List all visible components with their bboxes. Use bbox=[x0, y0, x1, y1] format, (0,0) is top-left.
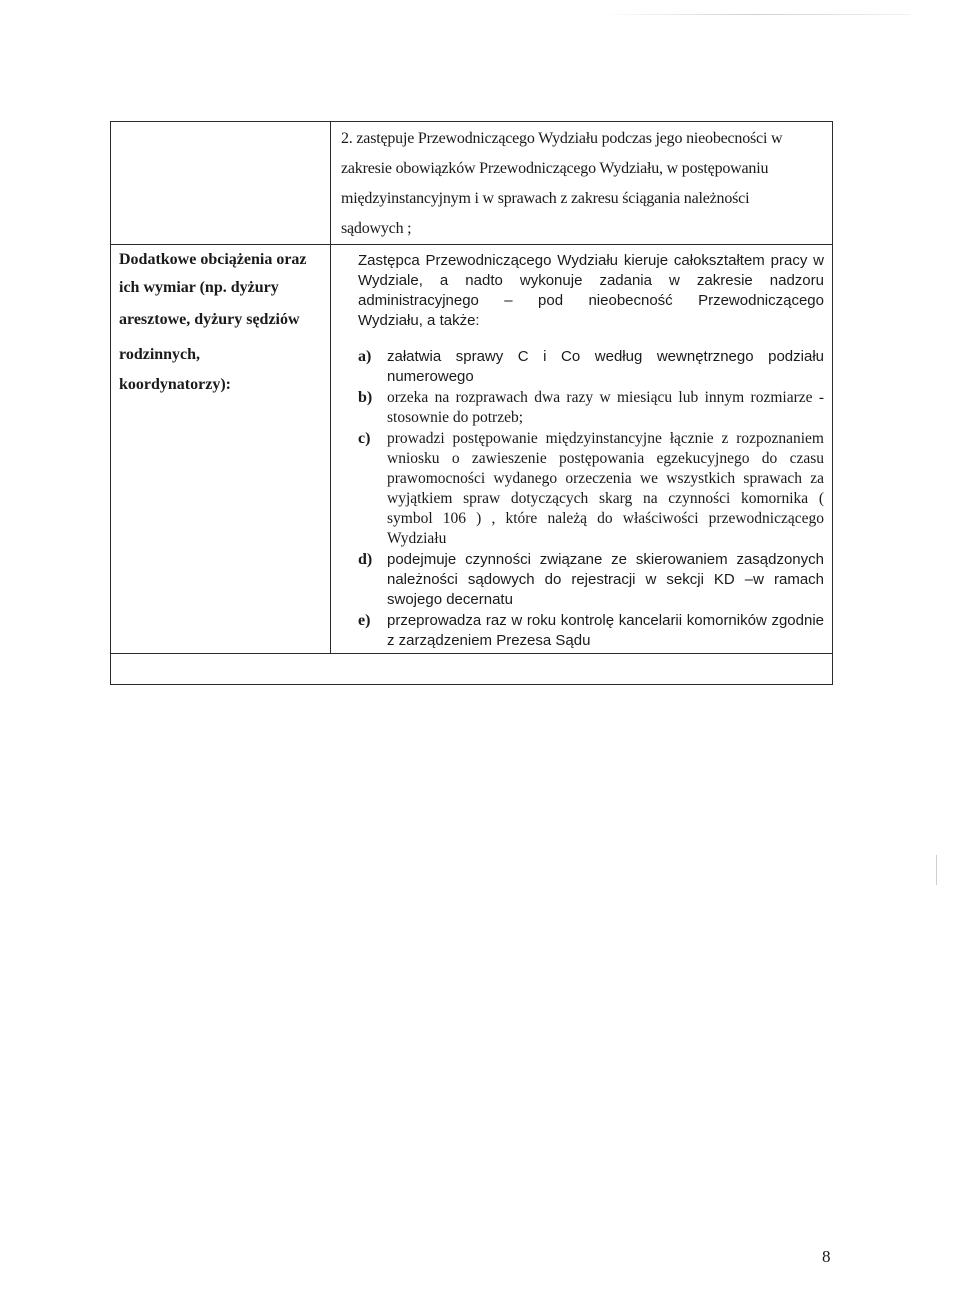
deputy-substitution-cell bbox=[331, 122, 833, 245]
page-number: 8 bbox=[822, 1247, 831, 1266]
additional-duties-content bbox=[331, 245, 833, 654]
list-marker: d) bbox=[358, 551, 373, 568]
label-line: rodzinnych, bbox=[119, 346, 201, 363]
empty-row-cell bbox=[111, 654, 833, 685]
table-row-continuation bbox=[111, 122, 833, 245]
list-item-text: prowadzi postępowanie międzyinstancyjne łącznie z rozpoznaniem wniosku o zawieszenie postępowania egzekucyjnego do czasu prawomocności wydanego orzeczenia we wszystkich sprawach za wyjątkiem spraw dotyczących skarg na czynności komornika ( symbol 106 ) , które należą do właściwości przewodniczącego Wydziału bbox=[387, 430, 824, 547]
list-item bbox=[358, 611, 824, 651]
label-line: ich wymiar (np. dyżury bbox=[119, 279, 279, 296]
list-item-text: podejmuje czynności związane ze skierowaniem zasądzonych należności sądowych do rejestracji w sekcji KD –w ramach swojego decernatu bbox=[387, 551, 824, 608]
table-row-empty bbox=[111, 654, 833, 685]
duties-table bbox=[110, 121, 833, 685]
additional-duties-label bbox=[111, 245, 331, 654]
intro-last-line: Wydziału, a także: bbox=[358, 312, 480, 329]
empty-label-cell bbox=[111, 122, 331, 245]
list-item bbox=[358, 388, 824, 428]
continuation-line: międzyinstancyjnym i w sprawach z zakresu ściągania należności bbox=[341, 190, 750, 207]
table-row-additional-duties bbox=[111, 245, 833, 654]
list-marker: a) bbox=[358, 348, 372, 365]
list-item-text: załatwia sprawy C i Co według wewnętrznego podziału numerowego bbox=[387, 348, 824, 385]
continuation-line: 2. zastępuje Przewodniczącego Wydziału podczas jego nieobecności w bbox=[341, 130, 783, 147]
list-item bbox=[358, 429, 824, 549]
list-item-text: przeprowadza raz w roku kontrolę kancelarii komorników zgodnie z zarządzeniem Prezesa Sądu bbox=[387, 612, 824, 649]
deputy-intro bbox=[358, 251, 824, 331]
duties-list bbox=[358, 347, 824, 651]
list-item bbox=[358, 347, 824, 387]
list-marker: c) bbox=[358, 430, 371, 447]
list-marker: e) bbox=[358, 612, 371, 629]
continuation-line: sądowych ; bbox=[341, 220, 412, 237]
label-line: Dodatkowe obciążenia oraz bbox=[119, 251, 307, 268]
label-line: koordynatorzy): bbox=[119, 376, 231, 393]
intro-main: Zastępca Przewodniczącego Wydziału kieruje całokształtem pracy w Wydziale, a nadto wykonuje zadania w zakresie nadzoru administracyjnego – pod nieobecność Przewodniczącego bbox=[358, 252, 824, 309]
list-item-text: orzeka na rozprawach dwa razy w miesiącu lub innym rozmiarze - stosownie do potrzeb; bbox=[387, 389, 824, 426]
scan-artifact bbox=[600, 14, 910, 15]
continuation-line: zakresie obowiązków Przewodniczącego Wydziału, w postępowaniu bbox=[341, 160, 769, 177]
list-item bbox=[358, 550, 824, 610]
list-marker: b) bbox=[358, 389, 373, 406]
label-line: aresztowe, dyżury sędziów bbox=[119, 311, 300, 328]
scan-artifact-right bbox=[936, 855, 937, 885]
